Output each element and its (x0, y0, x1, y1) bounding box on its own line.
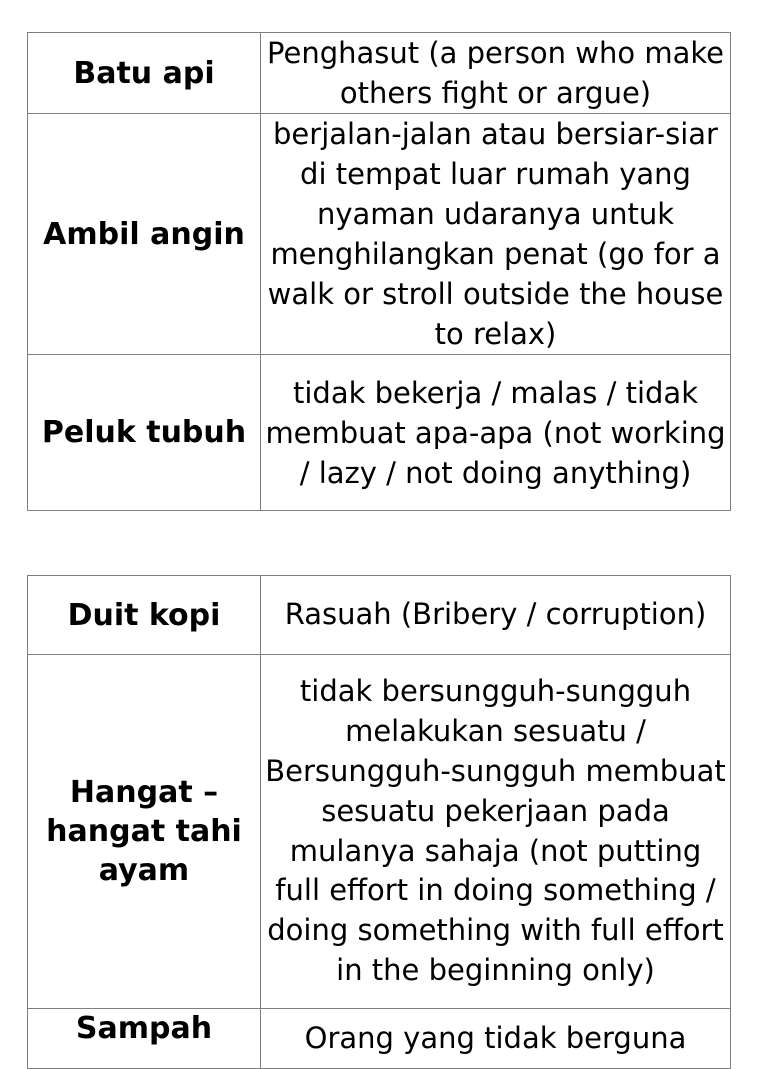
idiom-term: Ambil angin (28, 114, 261, 355)
idiom-meaning: tidak bekerja / malas / tidak membuat apa-apa (not working / lazy / not doing anything) (261, 355, 731, 511)
idiom-meaning: Rasuah (Bribery / corruption) (261, 576, 731, 655)
table-row (28, 576, 731, 655)
idiom-meaning: berjalan-jalan atau bersiar-siar di tempat luar rumah yang nyaman udaranya untuk menghilangkan penat (go for a walk or stroll outside the house to relax) (261, 114, 731, 355)
table-row (28, 1009, 731, 1069)
idiom-table-1 (27, 32, 731, 511)
table-row (28, 114, 731, 355)
idiom-term: Batu api (28, 33, 261, 114)
idiom-meaning: Penghasut (a person who make others fight or argue) (261, 33, 731, 114)
table-row (28, 33, 731, 114)
table-row (28, 355, 731, 511)
idiom-meaning: Orang yang tidak berguna (261, 1009, 731, 1069)
idiom-term: Duit kopi (28, 576, 261, 655)
idiom-table-2 (27, 575, 731, 1069)
idiom-term: Hangat – hangat tahi ayam (28, 655, 261, 1009)
idiom-meaning: tidak bersungguh-sungguh melakukan sesuatu / Bersungguh-sungguh membuat sesuatu pekerjaan pada mulanya sahaja (not putting full effort in doing something / doing something with full effort in the beginning only) (261, 655, 731, 1009)
idiom-term: Sampah (28, 1009, 261, 1069)
idiom-term: Peluk tubuh (28, 355, 261, 511)
table-row (28, 655, 731, 1009)
